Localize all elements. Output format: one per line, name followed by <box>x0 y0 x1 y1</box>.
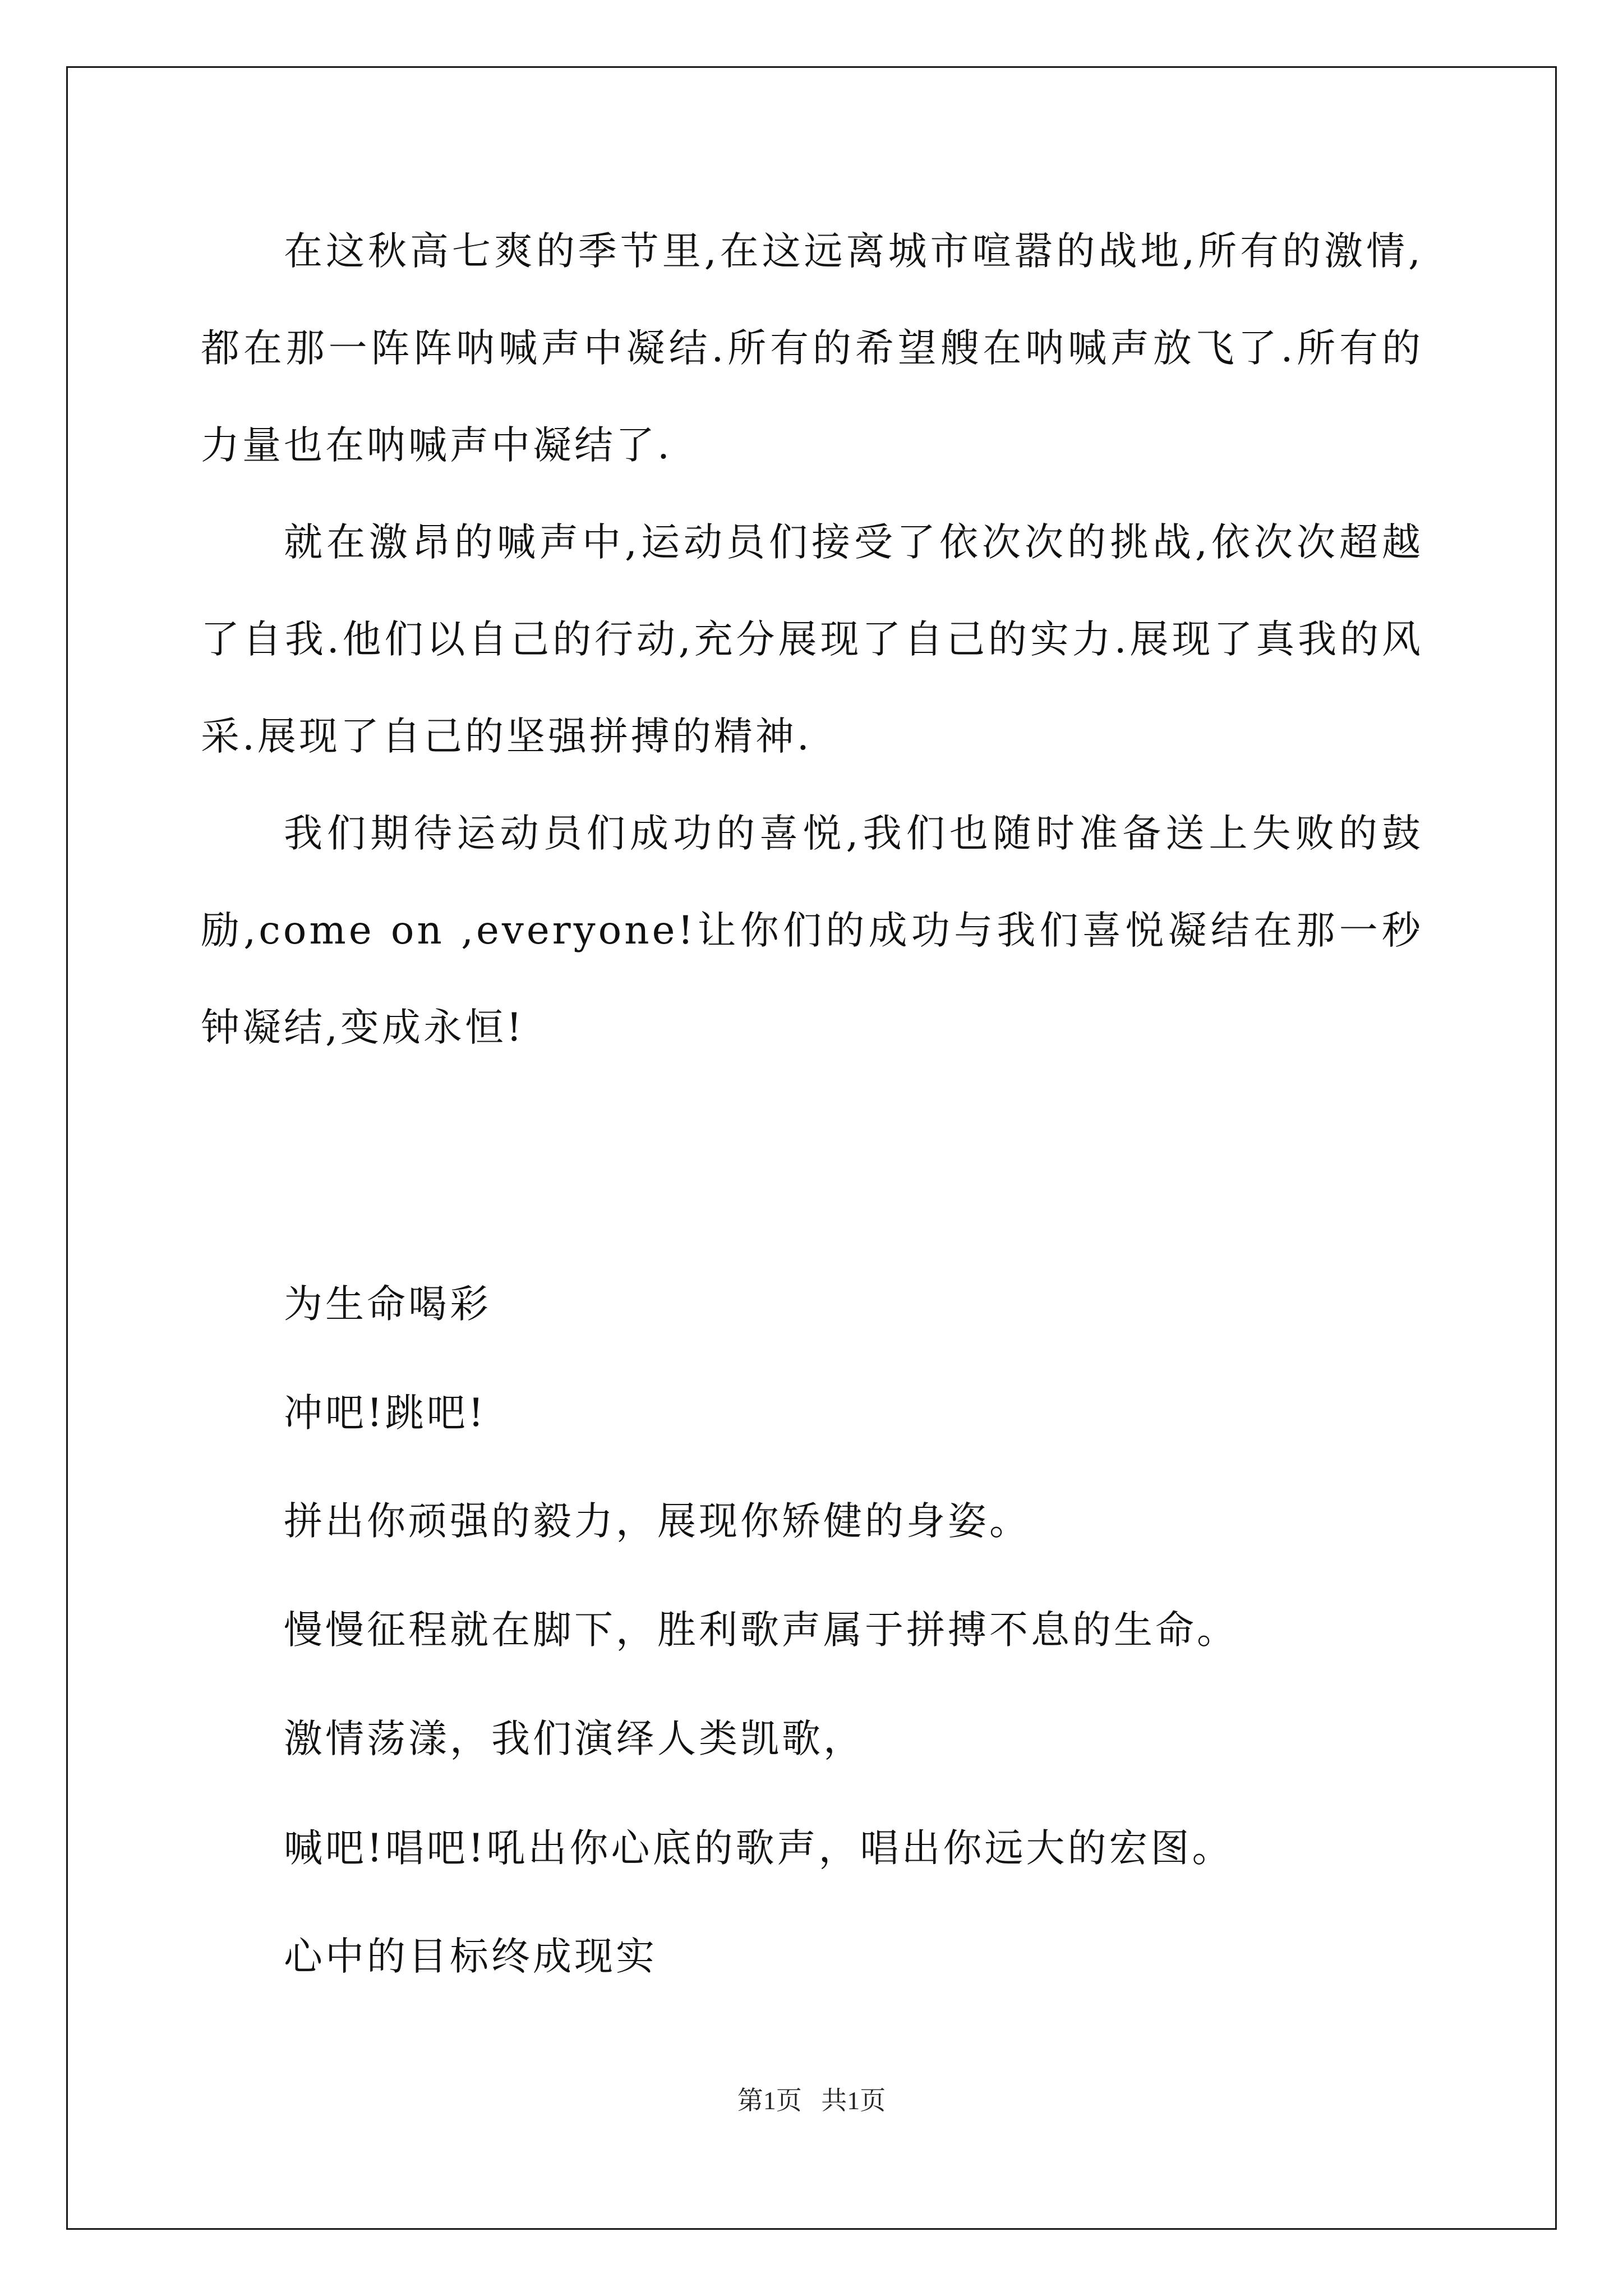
page-number: 第1页 <box>737 2086 802 2115</box>
poem-line: 慢慢征程就在脚下，胜利歌声属于拼搏不息的生命。 <box>284 1608 1238 1653</box>
poem-line: 拼出你顽强的毅力，展现你矫健的身姿。 <box>284 1499 1031 1544</box>
poem-line: 喊吧!唱吧!吼出你心底的歌声，唱出你远大的宏图。 <box>284 1826 1234 1871</box>
poem-line: 冲吧!跳吧! <box>284 1391 487 1435</box>
poem-line: 心中的目标终成现实 <box>284 1934 657 1979</box>
poem-line: 激情荡漾，我们演绎人类凯歌， <box>284 1717 865 1761</box>
page-total: 共1页 <box>821 2086 886 2115</box>
paragraph-3: 我们期待运动员们成功的喜悦,我们也随时准备送上失败的鼓励,come on ,everyone!让你们的成功与我们喜悦凝结在那一秒钟凝结,变成永恒! <box>201 811 1423 1050</box>
poem-title: 为生命喝彩 <box>284 1282 491 1327</box>
paragraph-1: 在这秋高七爽的季节里,在这远离城市喧嚣的战地,所有的激情,都在那一阵阵呐喊声中凝结.所有的希望艘在呐喊声放飞了.所有的力量也在呐喊声中凝结了. <box>201 229 1423 468</box>
paragraph-2: 就在激昂的喊声中,运动员们接受了依次次的挑战,依次次超越了自我.他们以自己的行动,充分展现了自己的实力.展现了真我的风采.展现了自己的坚强拼搏的精神. <box>201 520 1423 759</box>
page-footer <box>0 2084 1623 2118</box>
